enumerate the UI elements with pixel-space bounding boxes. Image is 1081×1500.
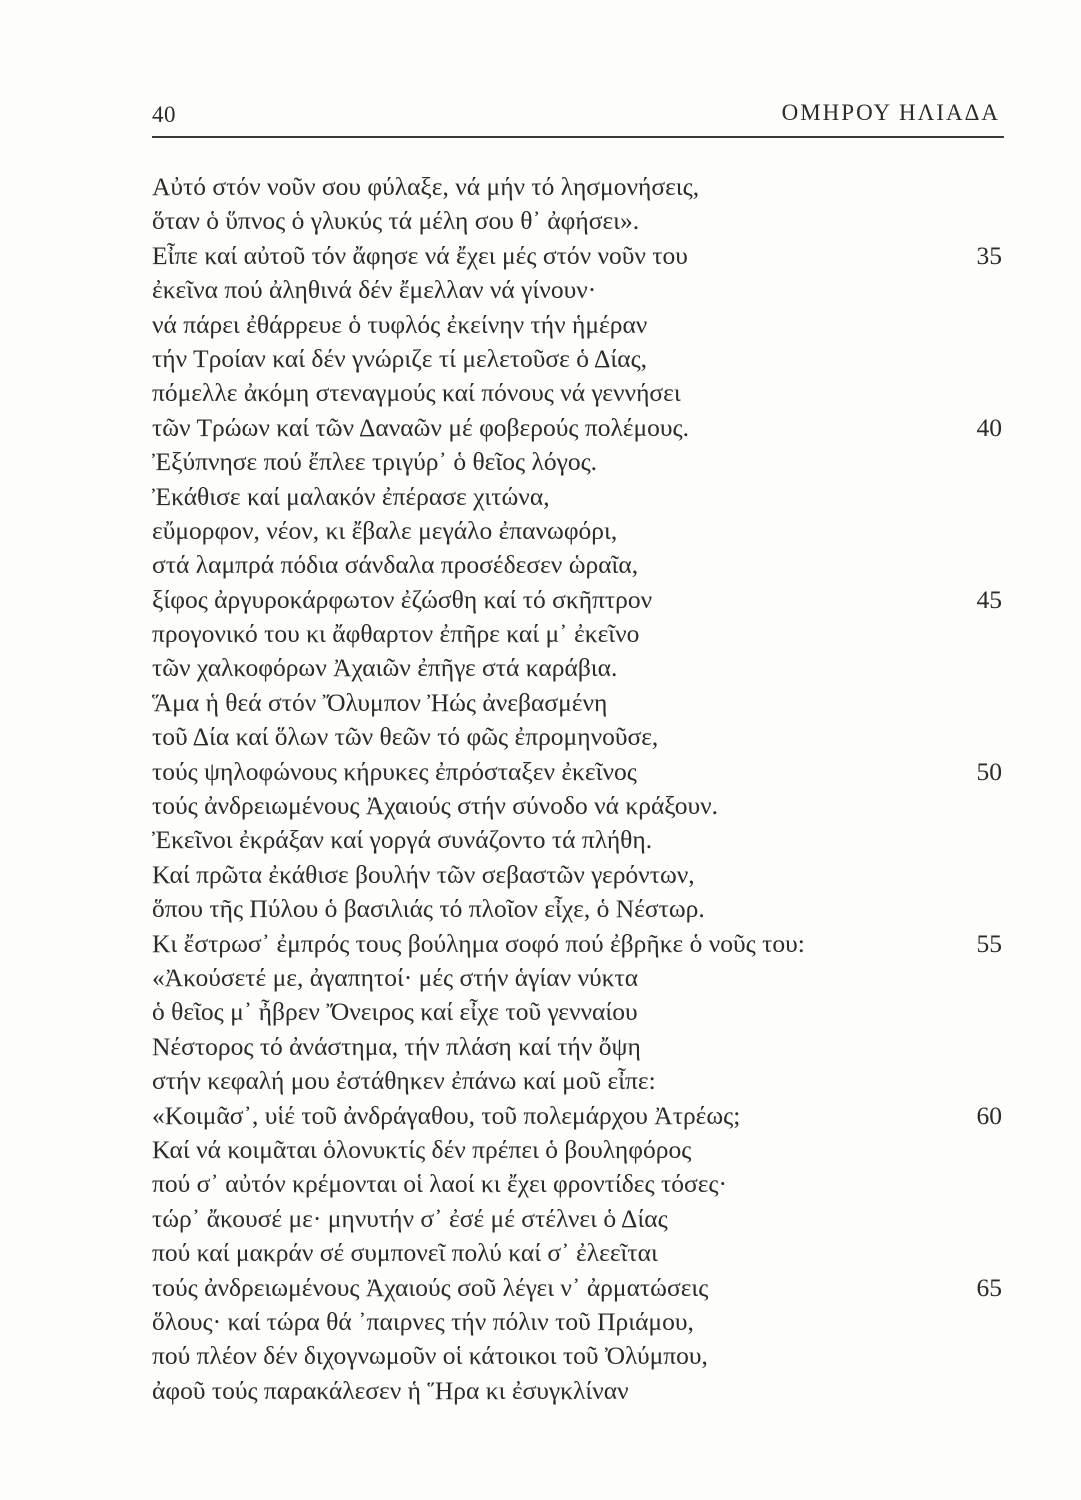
line-number: 50 bbox=[976, 756, 1002, 786]
poem-text bbox=[152, 170, 1012, 1408]
verse-text: Ἅμα ἡ θεά στόν Ὄλυμπον Ἠώς ἀνεβασμένη bbox=[152, 687, 608, 717]
verse-line bbox=[152, 1305, 1012, 1339]
verse-text: στήν κεφαλή μου ἐστάθηκεν ἐπάνω καί μοῦ εἶπε: bbox=[152, 1066, 656, 1096]
verse-text: πόμελλε ἀκόμη στεναγμούς καί πόνους νά γεννήσει bbox=[152, 378, 681, 408]
line-number: 55 bbox=[976, 928, 1002, 958]
verse-text: Ἐκεῖνοι ἐκράξαν καί γοργά συνάζοντο τά πλήθη. bbox=[152, 825, 653, 855]
verse-line bbox=[152, 308, 1012, 342]
verse-text: Αὐτό στόν νοῦν σου φύλαξε, νά μήν τό λησμονήσεις, bbox=[152, 172, 700, 201]
verse-text: τῶν χαλκοφόρων Ἀχαιῶν ἐπῆγε στά καράβια. bbox=[152, 653, 618, 683]
verse-text: Νέστορος τό ἀνάστημα, τήν πλάση καί τήν ὄψη bbox=[152, 1031, 641, 1061]
verse-line bbox=[152, 927, 1012, 961]
verse-line bbox=[152, 1374, 1012, 1408]
verse-line bbox=[152, 961, 1012, 995]
verse-text: ἐκεῖνα πού ἀληθινά δέν ἔμελλαν νά γίνουν· bbox=[152, 275, 597, 305]
verse-text: πού σ᾽ αὐτόν κρέμονται οἱ λαοί κι ἔχει φροντίδες τόσες· bbox=[152, 1169, 728, 1199]
line-number: 40 bbox=[976, 412, 1002, 442]
verse-text: προγονικό του κι ἄφθαρτον ἐπῆρε καί μ᾽ ἐκεῖνο bbox=[152, 619, 640, 649]
verse-text: «Ἀκούσετέ με, ἀγαπητοί· μές στήν ἁγίαν νύκτα bbox=[152, 962, 639, 992]
verse-text: πού καί μακράν σέ συμπονεῖ πολύ καί σ᾽ ἐλεεῖται bbox=[152, 1238, 658, 1268]
verse-line bbox=[152, 1202, 1012, 1236]
verse-line bbox=[152, 1064, 1012, 1098]
page-number: 40 bbox=[152, 102, 176, 127]
verse-line bbox=[152, 480, 1012, 514]
verse-text: τῶν Τρώων καί τῶν Δαναῶν μέ φοβερούς πολέμους. bbox=[152, 412, 690, 442]
page-header bbox=[152, 96, 1004, 136]
verse-line bbox=[152, 1030, 1012, 1064]
line-number: 45 bbox=[976, 584, 1002, 614]
verse-line bbox=[152, 273, 1012, 307]
verse-line bbox=[152, 514, 1012, 548]
verse-line bbox=[152, 1236, 1012, 1270]
verse-line bbox=[152, 1167, 1012, 1201]
verse-text: ἀφοῦ τούς παρακάλεσεν ἡ Ἥρα κι ἐσυγκλίναν bbox=[152, 1375, 629, 1405]
verse-text: νά πάρει ἐθάρρευε ὁ τυφλός ἐκείνην τήν ἡμέραν bbox=[152, 309, 648, 339]
verse-text: Καί πρῶτα ἐκάθισε βουλήν τῶν σεβαστῶν γερόντων, bbox=[152, 859, 695, 889]
verse-text: «Κοιμᾶσ᾽, υἱέ τοῦ ἀνδράγαθου, τοῦ πολεμάρχου Ἀτρέως; bbox=[152, 1100, 741, 1130]
verse-line bbox=[152, 651, 1012, 685]
verse-line bbox=[152, 239, 1012, 273]
verse-text: ξίφος ἀργυροκάρφωτον ἐζώσθη καί τό σκῆπτρον bbox=[152, 584, 653, 614]
verse-line bbox=[152, 1339, 1012, 1373]
line-number: 65 bbox=[976, 1272, 1002, 1302]
verse-line bbox=[152, 583, 1012, 617]
verse-text: τοῦ Δία καί ὅλων τῶν θεῶν τό φῶς ἐπρομηνοῦσε, bbox=[152, 722, 659, 752]
verse-text: Καί νά κοιμᾶται ὁλονυκτίς δέν πρέπει ὁ βουληφόρος bbox=[152, 1134, 692, 1164]
verse-line bbox=[152, 1271, 1012, 1305]
line-number: 60 bbox=[976, 1100, 1002, 1130]
verse-text: ὁ θεῖος μ᾽ ἦβρεν Ὄνειρος καί εἶχε τοῦ γενναίου bbox=[152, 997, 638, 1027]
verse-text: Κι ἔστρωσ᾽ ἐμπρός τους βούλημα σοφό πού ἐβρῆκε ὁ νοῦς του: bbox=[152, 928, 805, 958]
verse-line bbox=[152, 858, 1012, 892]
verse-line bbox=[152, 720, 1012, 754]
verse-line bbox=[152, 411, 1012, 445]
verse-text: τήν Τροίαν καί δέν γνώριζε τί μελετοῦσε ὁ Δίας, bbox=[152, 343, 648, 373]
verse-text: πού πλέον δέν διχογνωμοῦν οἱ κάτοικοι τοῦ Ὀλύμπου, bbox=[152, 1341, 708, 1371]
verse-line bbox=[152, 755, 1012, 789]
verse-line bbox=[152, 823, 1012, 857]
verse-text: ὅλους· καί τώρα θά ᾽παιρνες τήν πόλιν τοῦ Πριάμου, bbox=[152, 1306, 694, 1336]
verse-line bbox=[152, 204, 1012, 238]
verse-line bbox=[152, 617, 1012, 651]
running-title: ΟΜΗΡΟΥ ΗΛΙΑΔΑ bbox=[781, 100, 1000, 125]
verse-text: τούς ἀνδρειωμένους Ἀχαιούς στήν σύνοδο νά κράξουν. bbox=[152, 791, 719, 821]
verse-text: Ἐξύπνησε πού ἔπλεε τριγύρ᾽ ὁ θεῖος λόγος. bbox=[152, 447, 598, 477]
verse-text: τούς ψηλοφώνους κήρυκες ἐπρόσταξεν ἐκεῖνος bbox=[152, 756, 637, 786]
verse-text: εὔμορφον, νέον, κι ἔβαλε μεγάλο ἐπανωφόρι, bbox=[152, 515, 618, 545]
verse-text: στά λαμπρά πόδια σάνδαλα προσέδεσεν ὡραῖα, bbox=[152, 550, 639, 580]
header-rule bbox=[152, 136, 1004, 138]
verse-line bbox=[152, 686, 1012, 720]
verse-line bbox=[152, 789, 1012, 823]
verse-text: τούς ἀνδρειωμένους Ἀχαιούς σοῦ λέγει ν᾽ ἀρματώσεις bbox=[152, 1272, 709, 1302]
line-number: 35 bbox=[976, 240, 1002, 270]
verse-line bbox=[152, 995, 1012, 1029]
verse-text: ὅπου τῆς Πύλου ὁ βασιλιάς τό πλοῖον εἶχε, ὁ Νέστωρ. bbox=[152, 894, 705, 924]
verse-line bbox=[152, 342, 1012, 376]
verse-line bbox=[152, 892, 1012, 926]
verse-line bbox=[152, 1133, 1012, 1167]
verse-text: Εἶπε καί αὐτοῦ τόν ἄφησε νά ἔχει μές στόν νοῦν του bbox=[152, 240, 688, 270]
verse-text: ὅταν ὁ ὕπνος ὁ γλυκύς τά μέλη σου θ᾽ ἀφήσει». bbox=[152, 206, 640, 236]
verse-line bbox=[152, 376, 1012, 410]
verse-line bbox=[152, 1099, 1012, 1133]
verse-text: τώρ᾽ ἄκουσέ με· μηνυτήν σ᾽ ἐσέ μέ στέλνει ὁ Δίας bbox=[152, 1203, 668, 1233]
verse-line bbox=[152, 170, 1012, 204]
verse-text: Ἐκάθισε καί μαλακόν ἐπέρασε χιτώνα, bbox=[152, 481, 550, 511]
verse-line bbox=[152, 548, 1012, 582]
verse-line bbox=[152, 445, 1012, 479]
